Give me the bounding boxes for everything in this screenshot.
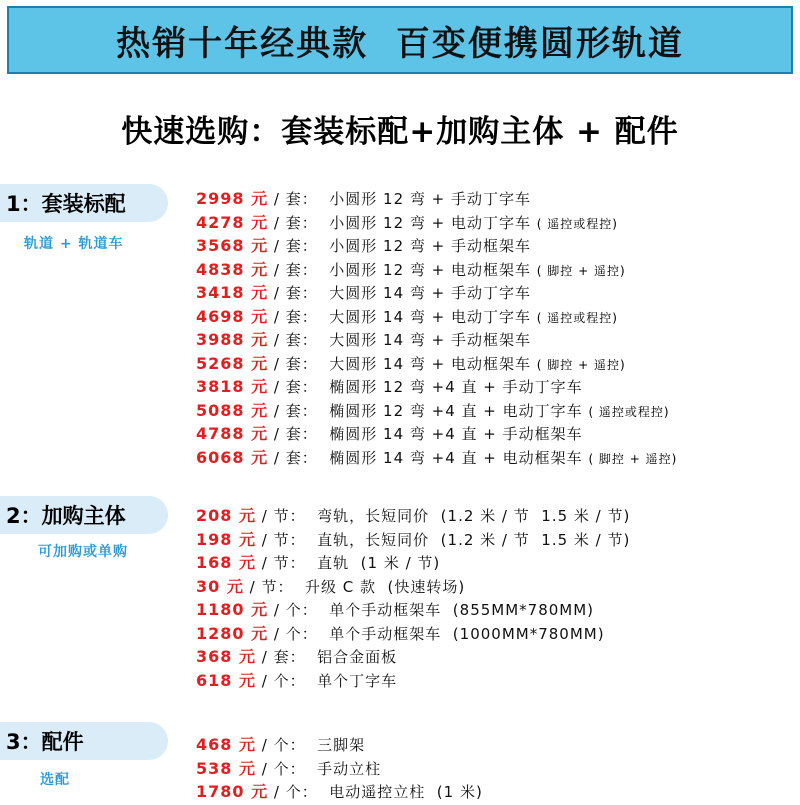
row-note: ( 遥控或程控) (588, 404, 670, 419)
row-note: ( 遥控或程控) (536, 216, 618, 231)
row-desc: 单个丁字车 (317, 671, 398, 690)
list-item (196, 187, 677, 211)
row-price: 5088 元 (196, 400, 269, 420)
list-item (196, 551, 636, 575)
row-desc: 小圆形 12 弯 + 手动框架车 (329, 237, 531, 255)
row-unit: / 个： (273, 601, 318, 619)
section-3-price-list (196, 733, 489, 804)
row-price: 6068 元 (196, 447, 269, 467)
list-item (196, 281, 677, 305)
list-item (196, 757, 489, 781)
row-unit: / 套： (261, 648, 306, 666)
list-item (196, 528, 636, 552)
section-3-tab (0, 722, 168, 760)
row-unit: / 套： (273, 213, 318, 232)
row-price: 5268 元 (196, 353, 269, 373)
list-item (196, 504, 636, 528)
list-item (196, 446, 677, 470)
row-price: 208 元 (196, 506, 256, 525)
row-unit: / 个： (261, 759, 306, 778)
row-price: 3568 元 (196, 236, 269, 255)
row-unit: / 节： (261, 554, 306, 572)
row-desc: 大圆形 14 弯 + 手动框架车 (329, 331, 531, 349)
section-1-tab (0, 184, 168, 222)
section-3-title: 3：配件 (6, 730, 84, 754)
list-item (196, 375, 677, 399)
row-unit: / 个： (273, 624, 318, 643)
row-price: 30 元 (196, 576, 244, 596)
list-item (196, 733, 489, 757)
row-desc: 小圆形 12 弯 + 电动丁字车 (329, 213, 531, 232)
row-desc: 大圆形 14 弯 + 电动丁字车 (329, 307, 531, 326)
row-note: ( 脚控 + 遥控) (536, 357, 626, 372)
list-item (196, 422, 677, 446)
row-desc: 手动立柱 (317, 759, 382, 778)
list-item (196, 234, 677, 258)
list-item (196, 211, 677, 235)
row-desc: 电动遥控立柱 (1 米) (329, 783, 483, 801)
row-price: 368 元 (196, 647, 256, 666)
row-unit: / 个： (261, 671, 306, 690)
row-unit: / 套： (273, 260, 318, 279)
row-price: 4788 元 (196, 424, 269, 443)
row-price: 1780 元 (196, 782, 269, 801)
row-unit: / 节： (261, 507, 306, 525)
row-price: 168 元 (196, 553, 256, 572)
row-price: 2998 元 (196, 189, 269, 208)
row-desc: 椭圆形 14 弯 +4 直 + 电动框架车 (329, 448, 583, 467)
row-price: 3988 元 (196, 330, 269, 349)
row-price: 4698 元 (196, 306, 269, 326)
list-item (196, 305, 677, 329)
row-price: 3818 元 (196, 377, 269, 396)
row-desc: 椭圆形 12 弯 +4 直 + 手动丁字车 (329, 378, 583, 396)
row-unit: / 节： (249, 577, 294, 596)
row-note: ( 脚控 + 遥控) (588, 451, 678, 466)
section-2-title: 2：加购主体 (6, 504, 126, 528)
list-item (196, 328, 677, 352)
row-desc: 大圆形 14 弯 + 电动框架车 (329, 354, 531, 373)
list-item (196, 352, 677, 376)
row-desc: 单个手动框架车 (855MM*780MM) (329, 601, 595, 619)
row-desc: 直轨 (1 米 / 节) (317, 554, 441, 572)
list-item (196, 399, 677, 423)
banner-title: 热销十年经典款 百变便携圆形轨道 (116, 23, 684, 64)
section-1-price-list (196, 187, 677, 469)
section-2-sub-label: 可加购或单购 (38, 544, 128, 560)
row-price: 468 元 (196, 735, 256, 754)
row-price: 618 元 (196, 670, 256, 690)
row-price: 3418 元 (196, 283, 269, 302)
row-unit: / 套： (273, 190, 318, 208)
row-desc: 椭圆形 12 弯 +4 直 + 电动丁字车 (329, 401, 583, 420)
list-item (196, 258, 677, 282)
row-desc: 小圆形 12 弯 + 手动丁字车 (329, 190, 531, 208)
row-desc: 铝合金面板 (317, 648, 398, 666)
row-unit: / 套： (273, 284, 318, 302)
section-2-tab (0, 496, 168, 534)
row-unit: / 节： (261, 530, 306, 549)
section-3-sub-label: 选配 (40, 772, 70, 788)
row-desc: 升级 C 款 (快速转场) (305, 577, 466, 596)
row-unit: / 套： (273, 307, 318, 326)
row-note: ( 遥控或程控) (536, 310, 618, 325)
row-price: 1280 元 (196, 623, 269, 643)
row-price: 538 元 (196, 758, 256, 778)
row-unit: / 套： (273, 354, 318, 373)
section-1-sub-label: 轨道 + 轨道车 (24, 236, 124, 252)
row-price: 4838 元 (196, 259, 269, 279)
row-desc: 弯轨，长短同价 (1.2 米 / 节 1.5 米 / 节) (317, 507, 631, 525)
row-unit: / 个： (261, 736, 306, 754)
row-price: 198 元 (196, 529, 256, 549)
row-unit: / 套： (273, 331, 318, 349)
section-1-title: 1：套装标配 (6, 192, 126, 216)
header-banner (7, 6, 793, 74)
row-desc: 小圆形 12 弯 + 电动框架车 (329, 260, 531, 279)
list-item (196, 669, 636, 693)
row-note: ( 脚控 + 遥控) (536, 263, 626, 278)
row-unit: / 套： (273, 425, 318, 443)
row-desc: 直轨，长短同价 (1.2 米 / 节 1.5 米 / 节) (317, 530, 631, 549)
row-price: 1180 元 (196, 600, 269, 619)
row-desc: 单个手动框架车 (1000MM*780MM) (329, 624, 605, 643)
list-item (196, 598, 636, 622)
row-unit: / 套： (273, 237, 318, 255)
row-unit: / 套： (273, 401, 318, 420)
page-subtitle: 快速选购：套装标配+加购主体 + 配件 (121, 114, 679, 150)
row-unit: / 套： (273, 448, 318, 467)
list-item (196, 575, 636, 599)
list-item (196, 645, 636, 669)
row-desc: 椭圆形 14 弯 +4 直 + 手动框架车 (329, 425, 583, 443)
row-price: 4278 元 (196, 212, 269, 232)
row-unit: / 个： (273, 783, 318, 801)
row-desc: 三脚架 (317, 736, 366, 754)
section-2-price-list (196, 504, 636, 692)
row-desc: 大圆形 14 弯 + 手动丁字车 (329, 284, 531, 302)
list-item (196, 622, 636, 646)
row-unit: / 套： (273, 378, 318, 396)
